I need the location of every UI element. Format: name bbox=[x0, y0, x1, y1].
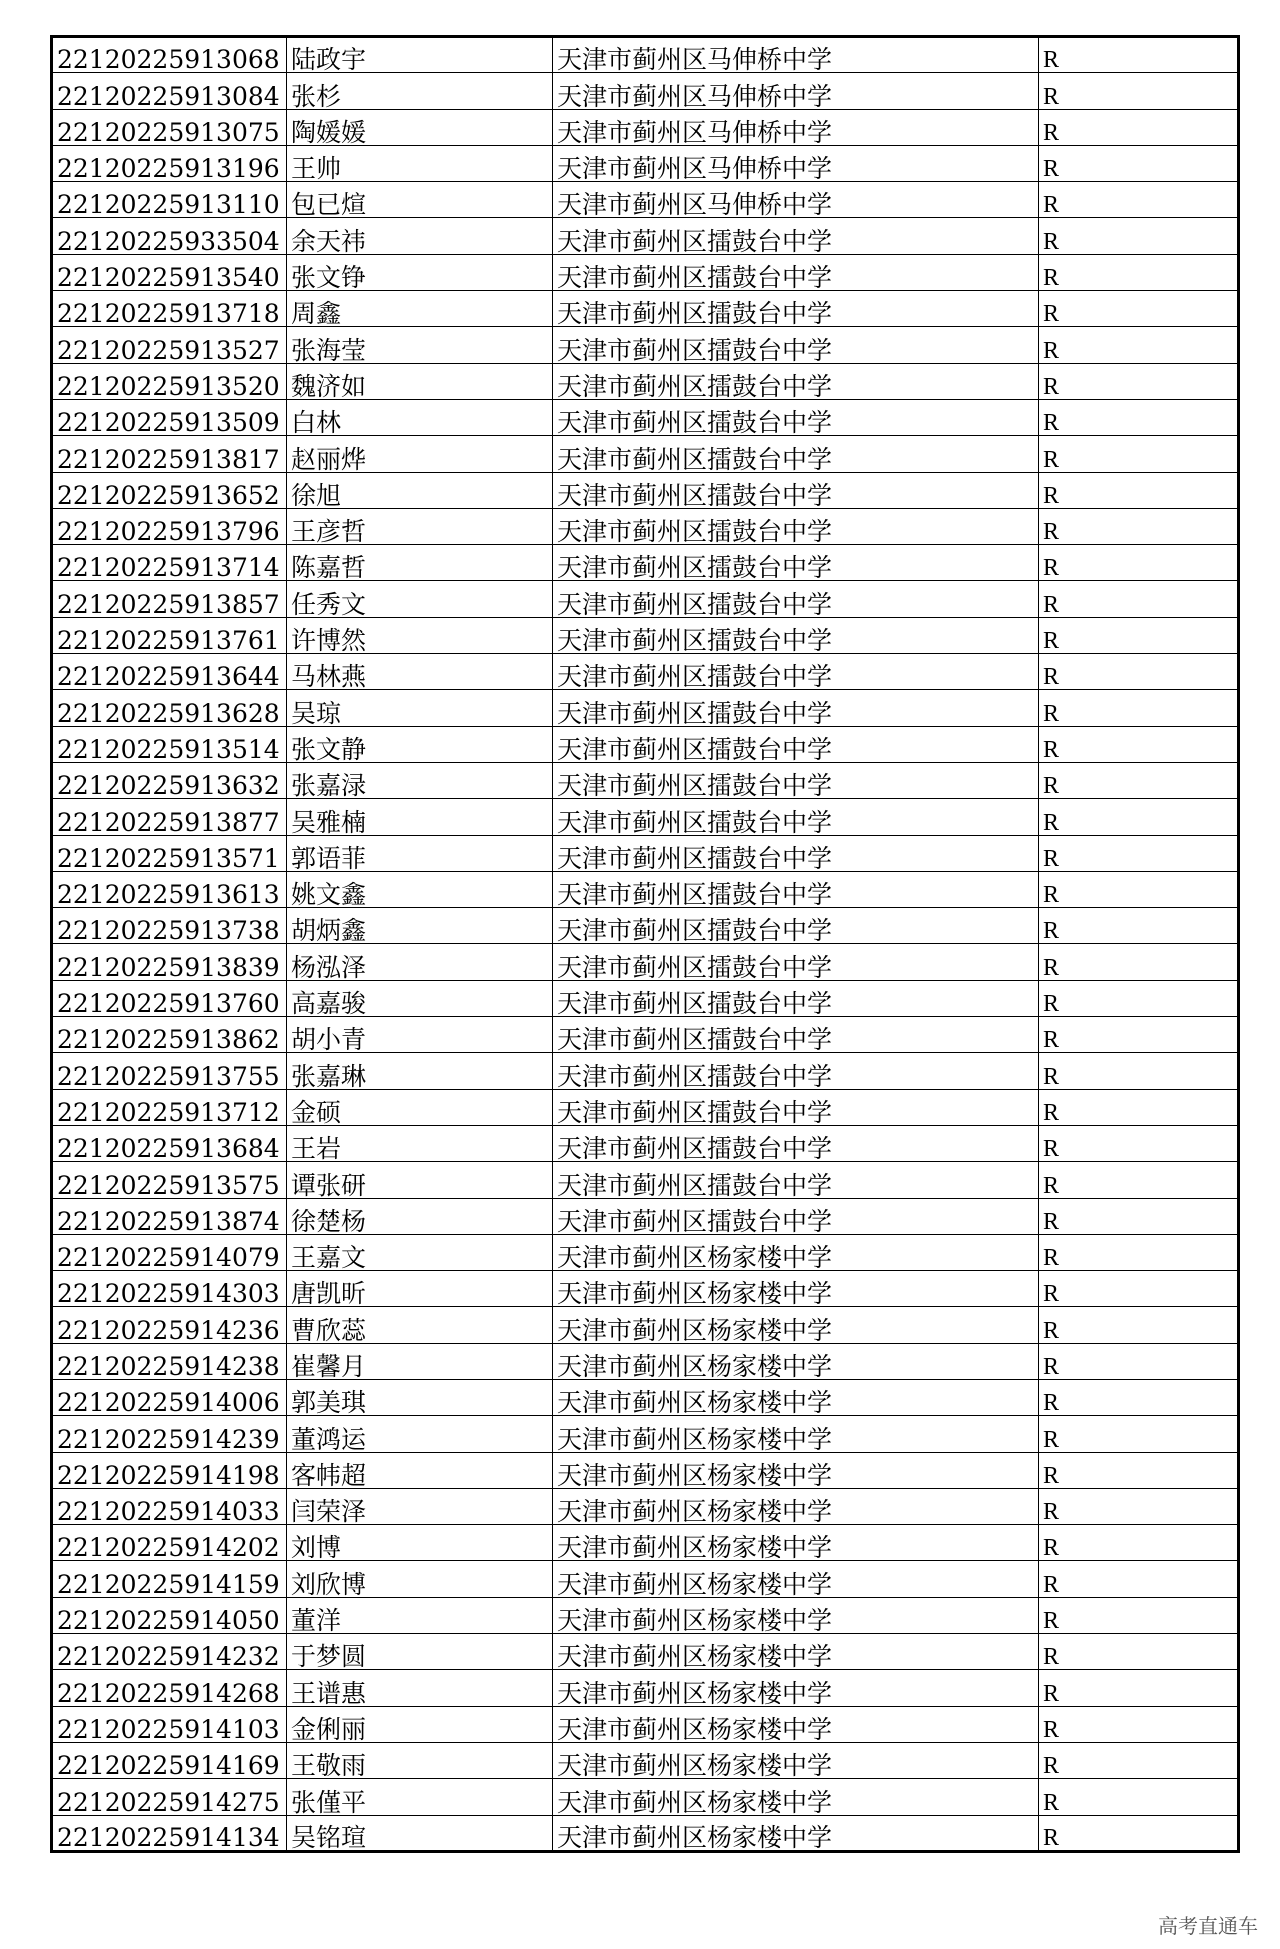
school-name-cell: 天津市蓟州区擂鼓台中学 bbox=[553, 1089, 1039, 1125]
grade-cell: R bbox=[1039, 1561, 1239, 1597]
student-name-cell: 崔馨月 bbox=[287, 1343, 553, 1379]
grade-cell: R bbox=[1039, 145, 1239, 181]
grade-cell: R bbox=[1039, 1017, 1239, 1053]
table-row bbox=[52, 363, 1239, 399]
table-row bbox=[52, 1670, 1239, 1706]
student-name-cell: 董鸿运 bbox=[287, 1416, 553, 1452]
exam-number-cell: 22120225913575 bbox=[52, 1162, 287, 1198]
student-name-cell: 王谱惠 bbox=[287, 1670, 553, 1706]
student-name-cell: 闫荣泽 bbox=[287, 1488, 553, 1524]
table-row bbox=[52, 1488, 1239, 1524]
table-row bbox=[52, 508, 1239, 544]
school-name-cell: 天津市蓟州区杨家楼中学 bbox=[553, 1416, 1039, 1452]
student-name-cell: 张文静 bbox=[287, 726, 553, 762]
student-name-cell: 客帏超 bbox=[287, 1452, 553, 1488]
table-row bbox=[52, 1379, 1239, 1415]
grade-cell: R bbox=[1039, 980, 1239, 1016]
table-row bbox=[52, 617, 1239, 653]
table-row bbox=[52, 109, 1239, 145]
table-row bbox=[52, 581, 1239, 617]
student-name-cell: 张文铮 bbox=[287, 254, 553, 290]
exam-number-cell: 22120225914159 bbox=[52, 1561, 287, 1597]
table-row bbox=[52, 871, 1239, 907]
exam-number-cell: 22120225913684 bbox=[52, 1125, 287, 1161]
table-row bbox=[52, 327, 1239, 363]
school-name-cell: 天津市蓟州区擂鼓台中学 bbox=[553, 908, 1039, 944]
school-name-cell: 天津市蓟州区擂鼓台中学 bbox=[553, 944, 1039, 980]
grade-cell: R bbox=[1039, 399, 1239, 435]
school-name-cell: 天津市蓟州区马伸桥中学 bbox=[553, 182, 1039, 218]
exam-number-cell: 22120225914303 bbox=[52, 1271, 287, 1307]
exam-number-cell: 22120225914236 bbox=[52, 1307, 287, 1343]
school-name-cell: 天津市蓟州区马伸桥中学 bbox=[553, 145, 1039, 181]
grade-cell: R bbox=[1039, 1089, 1239, 1125]
grade-cell: R bbox=[1039, 690, 1239, 726]
grade-cell: R bbox=[1039, 1815, 1239, 1851]
exam-number-cell: 22120225913738 bbox=[52, 908, 287, 944]
student-name-cell: 王彦哲 bbox=[287, 508, 553, 544]
student-name-cell: 谭张研 bbox=[287, 1162, 553, 1198]
grade-cell: R bbox=[1039, 109, 1239, 145]
grade-cell: R bbox=[1039, 1162, 1239, 1198]
school-name-cell: 天津市蓟州区杨家楼中学 bbox=[553, 1271, 1039, 1307]
student-name-cell: 郭语菲 bbox=[287, 835, 553, 871]
school-name-cell: 天津市蓟州区擂鼓台中学 bbox=[553, 581, 1039, 617]
grade-cell: R bbox=[1039, 799, 1239, 835]
student-name-cell: 高嘉骏 bbox=[287, 980, 553, 1016]
grade-cell: R bbox=[1039, 762, 1239, 798]
table-row bbox=[52, 690, 1239, 726]
exam-number-cell: 22120225914232 bbox=[52, 1634, 287, 1670]
grade-cell: R bbox=[1039, 1706, 1239, 1742]
school-name-cell: 天津市蓟州区擂鼓台中学 bbox=[553, 762, 1039, 798]
student-name-cell: 张海莹 bbox=[287, 327, 553, 363]
school-name-cell: 天津市蓟州区擂鼓台中学 bbox=[553, 1162, 1039, 1198]
student-name-cell: 刘博 bbox=[287, 1525, 553, 1561]
exam-number-cell: 22120225913571 bbox=[52, 835, 287, 871]
student-name-cell: 任秀文 bbox=[287, 581, 553, 617]
grade-cell: R bbox=[1039, 1343, 1239, 1379]
exam-number-cell: 22120225913527 bbox=[52, 327, 287, 363]
student-name-cell: 魏济如 bbox=[287, 363, 553, 399]
school-name-cell: 天津市蓟州区杨家楼中学 bbox=[553, 1343, 1039, 1379]
grade-cell: R bbox=[1039, 1525, 1239, 1561]
table-row bbox=[52, 37, 1239, 73]
grade-cell: R bbox=[1039, 835, 1239, 871]
school-name-cell: 天津市蓟州区擂鼓台中学 bbox=[553, 980, 1039, 1016]
table-row bbox=[52, 218, 1239, 254]
grade-cell: R bbox=[1039, 617, 1239, 653]
exam-number-cell: 22120225913718 bbox=[52, 291, 287, 327]
table-row bbox=[52, 472, 1239, 508]
school-name-cell: 天津市蓟州区杨家楼中学 bbox=[553, 1670, 1039, 1706]
exam-number-cell: 22120225913760 bbox=[52, 980, 287, 1016]
exam-number-cell: 22120225913110 bbox=[52, 182, 287, 218]
school-name-cell: 天津市蓟州区擂鼓台中学 bbox=[553, 291, 1039, 327]
school-name-cell: 天津市蓟州区杨家楼中学 bbox=[553, 1488, 1039, 1524]
table-row bbox=[52, 1234, 1239, 1270]
exam-number-cell: 22120225913644 bbox=[52, 654, 287, 690]
exam-number-cell: 22120225914033 bbox=[52, 1488, 287, 1524]
school-name-cell: 天津市蓟州区擂鼓台中学 bbox=[553, 617, 1039, 653]
table-row bbox=[52, 1597, 1239, 1633]
student-name-cell: 王敬雨 bbox=[287, 1742, 553, 1778]
exam-number-cell: 22120225913509 bbox=[52, 399, 287, 435]
student-name-cell: 曹欣蕊 bbox=[287, 1307, 553, 1343]
grade-cell: R bbox=[1039, 182, 1239, 218]
grade-cell: R bbox=[1039, 1198, 1239, 1234]
grade-cell: R bbox=[1039, 1452, 1239, 1488]
table-row bbox=[52, 726, 1239, 762]
grade-cell: R bbox=[1039, 1125, 1239, 1161]
student-name-cell: 张嘉渌 bbox=[287, 762, 553, 798]
table-row bbox=[52, 835, 1239, 871]
school-name-cell: 天津市蓟州区擂鼓台中学 bbox=[553, 1053, 1039, 1089]
grade-cell: R bbox=[1039, 436, 1239, 472]
school-name-cell: 天津市蓟州区杨家楼中学 bbox=[553, 1597, 1039, 1633]
table-row bbox=[52, 908, 1239, 944]
school-name-cell: 天津市蓟州区马伸桥中学 bbox=[553, 73, 1039, 109]
exam-number-cell: 22120225913628 bbox=[52, 690, 287, 726]
student-list-table bbox=[50, 35, 1240, 1853]
exam-number-cell: 22120225914238 bbox=[52, 1343, 287, 1379]
table-row bbox=[52, 399, 1239, 435]
school-name-cell: 天津市蓟州区杨家楼中学 bbox=[553, 1307, 1039, 1343]
grade-cell: R bbox=[1039, 218, 1239, 254]
table-row bbox=[52, 944, 1239, 980]
table-row bbox=[52, 1271, 1239, 1307]
school-name-cell: 天津市蓟州区擂鼓台中学 bbox=[553, 871, 1039, 907]
exam-number-cell: 22120225933504 bbox=[52, 218, 287, 254]
exam-number-cell: 22120225913196 bbox=[52, 145, 287, 181]
student-name-cell: 陆政宇 bbox=[287, 37, 553, 73]
student-name-cell: 许博然 bbox=[287, 617, 553, 653]
school-name-cell: 天津市蓟州区杨家楼中学 bbox=[553, 1706, 1039, 1742]
student-name-cell: 金硕 bbox=[287, 1089, 553, 1125]
table-row bbox=[52, 1125, 1239, 1161]
grade-cell: R bbox=[1039, 944, 1239, 980]
grade-cell: R bbox=[1039, 1597, 1239, 1633]
table-row bbox=[52, 654, 1239, 690]
table-row bbox=[52, 291, 1239, 327]
grade-cell: R bbox=[1039, 654, 1239, 690]
exam-number-cell: 22120225913514 bbox=[52, 726, 287, 762]
table-row bbox=[52, 1198, 1239, 1234]
exam-number-cell: 22120225913862 bbox=[52, 1017, 287, 1053]
table-row bbox=[52, 1561, 1239, 1597]
school-name-cell: 天津市蓟州区马伸桥中学 bbox=[553, 109, 1039, 145]
student-name-cell: 张嘉琳 bbox=[287, 1053, 553, 1089]
exam-number-cell: 22120225913632 bbox=[52, 762, 287, 798]
table-row bbox=[52, 1525, 1239, 1561]
grade-cell: R bbox=[1039, 908, 1239, 944]
grade-cell: R bbox=[1039, 545, 1239, 581]
school-name-cell: 天津市蓟州区擂鼓台中学 bbox=[553, 835, 1039, 871]
student-name-cell: 郭美琪 bbox=[287, 1379, 553, 1415]
table-row bbox=[52, 182, 1239, 218]
student-name-cell: 董洋 bbox=[287, 1597, 553, 1633]
student-name-cell: 张杉 bbox=[287, 73, 553, 109]
school-name-cell: 天津市蓟州区擂鼓台中学 bbox=[553, 726, 1039, 762]
exam-number-cell: 22120225913613 bbox=[52, 871, 287, 907]
table-row bbox=[52, 1815, 1239, 1851]
student-name-cell: 胡炳鑫 bbox=[287, 908, 553, 944]
grade-cell: R bbox=[1039, 1779, 1239, 1815]
school-name-cell: 天津市蓟州区擂鼓台中学 bbox=[553, 363, 1039, 399]
table-row bbox=[52, 545, 1239, 581]
grade-cell: R bbox=[1039, 1307, 1239, 1343]
school-name-cell: 天津市蓟州区擂鼓台中学 bbox=[553, 436, 1039, 472]
student-name-cell: 马林燕 bbox=[287, 654, 553, 690]
table-row bbox=[52, 1343, 1239, 1379]
student-name-cell: 王岩 bbox=[287, 1125, 553, 1161]
student-name-cell: 唐凯昕 bbox=[287, 1271, 553, 1307]
grade-cell: R bbox=[1039, 508, 1239, 544]
school-name-cell: 天津市蓟州区擂鼓台中学 bbox=[553, 654, 1039, 690]
school-name-cell: 天津市蓟州区杨家楼中学 bbox=[553, 1779, 1039, 1815]
table-row bbox=[52, 762, 1239, 798]
exam-number-cell: 22120225914268 bbox=[52, 1670, 287, 1706]
student-name-cell: 包已煊 bbox=[287, 182, 553, 218]
grade-cell: R bbox=[1039, 254, 1239, 290]
grade-cell: R bbox=[1039, 1271, 1239, 1307]
exam-number-cell: 22120225913520 bbox=[52, 363, 287, 399]
school-name-cell: 天津市蓟州区擂鼓台中学 bbox=[553, 1198, 1039, 1234]
student-name-cell: 陶媛媛 bbox=[287, 109, 553, 145]
student-name-cell: 于梦圆 bbox=[287, 1634, 553, 1670]
grade-cell: R bbox=[1039, 291, 1239, 327]
table-row bbox=[52, 145, 1239, 181]
table-row bbox=[52, 1634, 1239, 1670]
table-row bbox=[52, 1416, 1239, 1452]
table-row bbox=[52, 254, 1239, 290]
school-name-cell: 天津市蓟州区杨家楼中学 bbox=[553, 1634, 1039, 1670]
exam-number-cell: 22120225913839 bbox=[52, 944, 287, 980]
student-name-cell: 吴铭瑄 bbox=[287, 1815, 553, 1851]
table-row bbox=[52, 73, 1239, 109]
school-name-cell: 天津市蓟州区杨家楼中学 bbox=[553, 1234, 1039, 1270]
school-name-cell: 天津市蓟州区擂鼓台中学 bbox=[553, 508, 1039, 544]
grade-cell: R bbox=[1039, 327, 1239, 363]
table-row bbox=[52, 1089, 1239, 1125]
grade-cell: R bbox=[1039, 1488, 1239, 1524]
school-name-cell: 天津市蓟州区杨家楼中学 bbox=[553, 1815, 1039, 1851]
table-row bbox=[52, 1162, 1239, 1198]
exam-number-cell: 22120225914239 bbox=[52, 1416, 287, 1452]
grade-cell: R bbox=[1039, 1416, 1239, 1452]
school-name-cell: 天津市蓟州区擂鼓台中学 bbox=[553, 218, 1039, 254]
exam-number-cell: 22120225913755 bbox=[52, 1053, 287, 1089]
exam-number-cell: 22120225914169 bbox=[52, 1742, 287, 1778]
grade-cell: R bbox=[1039, 726, 1239, 762]
school-name-cell: 天津市蓟州区杨家楼中学 bbox=[553, 1525, 1039, 1561]
student-name-cell: 杨泓泽 bbox=[287, 944, 553, 980]
exam-number-cell: 22120225913075 bbox=[52, 109, 287, 145]
grade-cell: R bbox=[1039, 1670, 1239, 1706]
school-name-cell: 天津市蓟州区马伸桥中学 bbox=[553, 37, 1039, 73]
exam-number-cell: 22120225913817 bbox=[52, 436, 287, 472]
exam-number-cell: 22120225913540 bbox=[52, 254, 287, 290]
exam-number-cell: 22120225914050 bbox=[52, 1597, 287, 1633]
student-name-cell: 金俐丽 bbox=[287, 1706, 553, 1742]
student-name-cell: 赵丽烨 bbox=[287, 436, 553, 472]
table-row bbox=[52, 1779, 1239, 1815]
grade-cell: R bbox=[1039, 37, 1239, 73]
student-name-cell: 周鑫 bbox=[287, 291, 553, 327]
student-name-cell: 吴琼 bbox=[287, 690, 553, 726]
grade-cell: R bbox=[1039, 73, 1239, 109]
student-name-cell: 余天祎 bbox=[287, 218, 553, 254]
school-name-cell: 天津市蓟州区擂鼓台中学 bbox=[553, 545, 1039, 581]
exam-number-cell: 22120225914006 bbox=[52, 1379, 287, 1415]
exam-number-cell: 22120225913068 bbox=[52, 37, 287, 73]
school-name-cell: 天津市蓟州区杨家楼中学 bbox=[553, 1561, 1039, 1597]
exam-number-cell: 22120225913874 bbox=[52, 1198, 287, 1234]
student-name-cell: 徐楚杨 bbox=[287, 1198, 553, 1234]
grade-cell: R bbox=[1039, 1053, 1239, 1089]
student-name-cell: 胡小青 bbox=[287, 1017, 553, 1053]
student-list-body bbox=[52, 37, 1239, 1852]
table-row bbox=[52, 799, 1239, 835]
student-name-cell: 徐旭 bbox=[287, 472, 553, 508]
grade-cell: R bbox=[1039, 871, 1239, 907]
school-name-cell: 天津市蓟州区杨家楼中学 bbox=[553, 1379, 1039, 1415]
exam-number-cell: 22120225914202 bbox=[52, 1525, 287, 1561]
student-name-cell: 白林 bbox=[287, 399, 553, 435]
exam-number-cell: 22120225914103 bbox=[52, 1706, 287, 1742]
school-name-cell: 天津市蓟州区擂鼓台中学 bbox=[553, 399, 1039, 435]
student-name-cell: 姚文鑫 bbox=[287, 871, 553, 907]
table-row bbox=[52, 1307, 1239, 1343]
grade-cell: R bbox=[1039, 1234, 1239, 1270]
student-name-cell: 吴雅楠 bbox=[287, 799, 553, 835]
exam-number-cell: 22120225914275 bbox=[52, 1779, 287, 1815]
exam-number-cell: 22120225913877 bbox=[52, 799, 287, 835]
student-name-cell: 王帅 bbox=[287, 145, 553, 181]
school-name-cell: 天津市蓟州区杨家楼中学 bbox=[553, 1742, 1039, 1778]
table-row bbox=[52, 1452, 1239, 1488]
exam-number-cell: 22120225913714 bbox=[52, 545, 287, 581]
grade-cell: R bbox=[1039, 363, 1239, 399]
school-name-cell: 天津市蓟州区擂鼓台中学 bbox=[553, 327, 1039, 363]
table-row bbox=[52, 1017, 1239, 1053]
school-name-cell: 天津市蓟州区擂鼓台中学 bbox=[553, 799, 1039, 835]
school-name-cell: 天津市蓟州区擂鼓台中学 bbox=[553, 690, 1039, 726]
table-row bbox=[52, 436, 1239, 472]
student-name-cell: 陈嘉哲 bbox=[287, 545, 553, 581]
exam-number-cell: 22120225914198 bbox=[52, 1452, 287, 1488]
school-name-cell: 天津市蓟州区擂鼓台中学 bbox=[553, 1017, 1039, 1053]
table-row bbox=[52, 1742, 1239, 1778]
watermark-text: 高考直通车 bbox=[1158, 1914, 1258, 1938]
grade-cell: R bbox=[1039, 581, 1239, 617]
exam-number-cell: 22120225914079 bbox=[52, 1234, 287, 1270]
school-name-cell: 天津市蓟州区杨家楼中学 bbox=[553, 1452, 1039, 1488]
exam-number-cell: 22120225913652 bbox=[52, 472, 287, 508]
exam-number-cell: 22120225913084 bbox=[52, 73, 287, 109]
grade-cell: R bbox=[1039, 1379, 1239, 1415]
exam-number-cell: 22120225914134 bbox=[52, 1815, 287, 1851]
school-name-cell: 天津市蓟州区擂鼓台中学 bbox=[553, 254, 1039, 290]
grade-cell: R bbox=[1039, 472, 1239, 508]
student-name-cell: 王嘉文 bbox=[287, 1234, 553, 1270]
school-name-cell: 天津市蓟州区擂鼓台中学 bbox=[553, 472, 1039, 508]
exam-number-cell: 22120225913761 bbox=[52, 617, 287, 653]
exam-number-cell: 22120225913796 bbox=[52, 508, 287, 544]
student-name-cell: 张僅平 bbox=[287, 1779, 553, 1815]
table-row bbox=[52, 1053, 1239, 1089]
table-row bbox=[52, 980, 1239, 1016]
grade-cell: R bbox=[1039, 1634, 1239, 1670]
exam-number-cell: 22120225913857 bbox=[52, 581, 287, 617]
school-name-cell: 天津市蓟州区擂鼓台中学 bbox=[553, 1125, 1039, 1161]
student-name-cell: 刘欣博 bbox=[287, 1561, 553, 1597]
exam-number-cell: 22120225913712 bbox=[52, 1089, 287, 1125]
grade-cell: R bbox=[1039, 1742, 1239, 1778]
table-row bbox=[52, 1706, 1239, 1742]
